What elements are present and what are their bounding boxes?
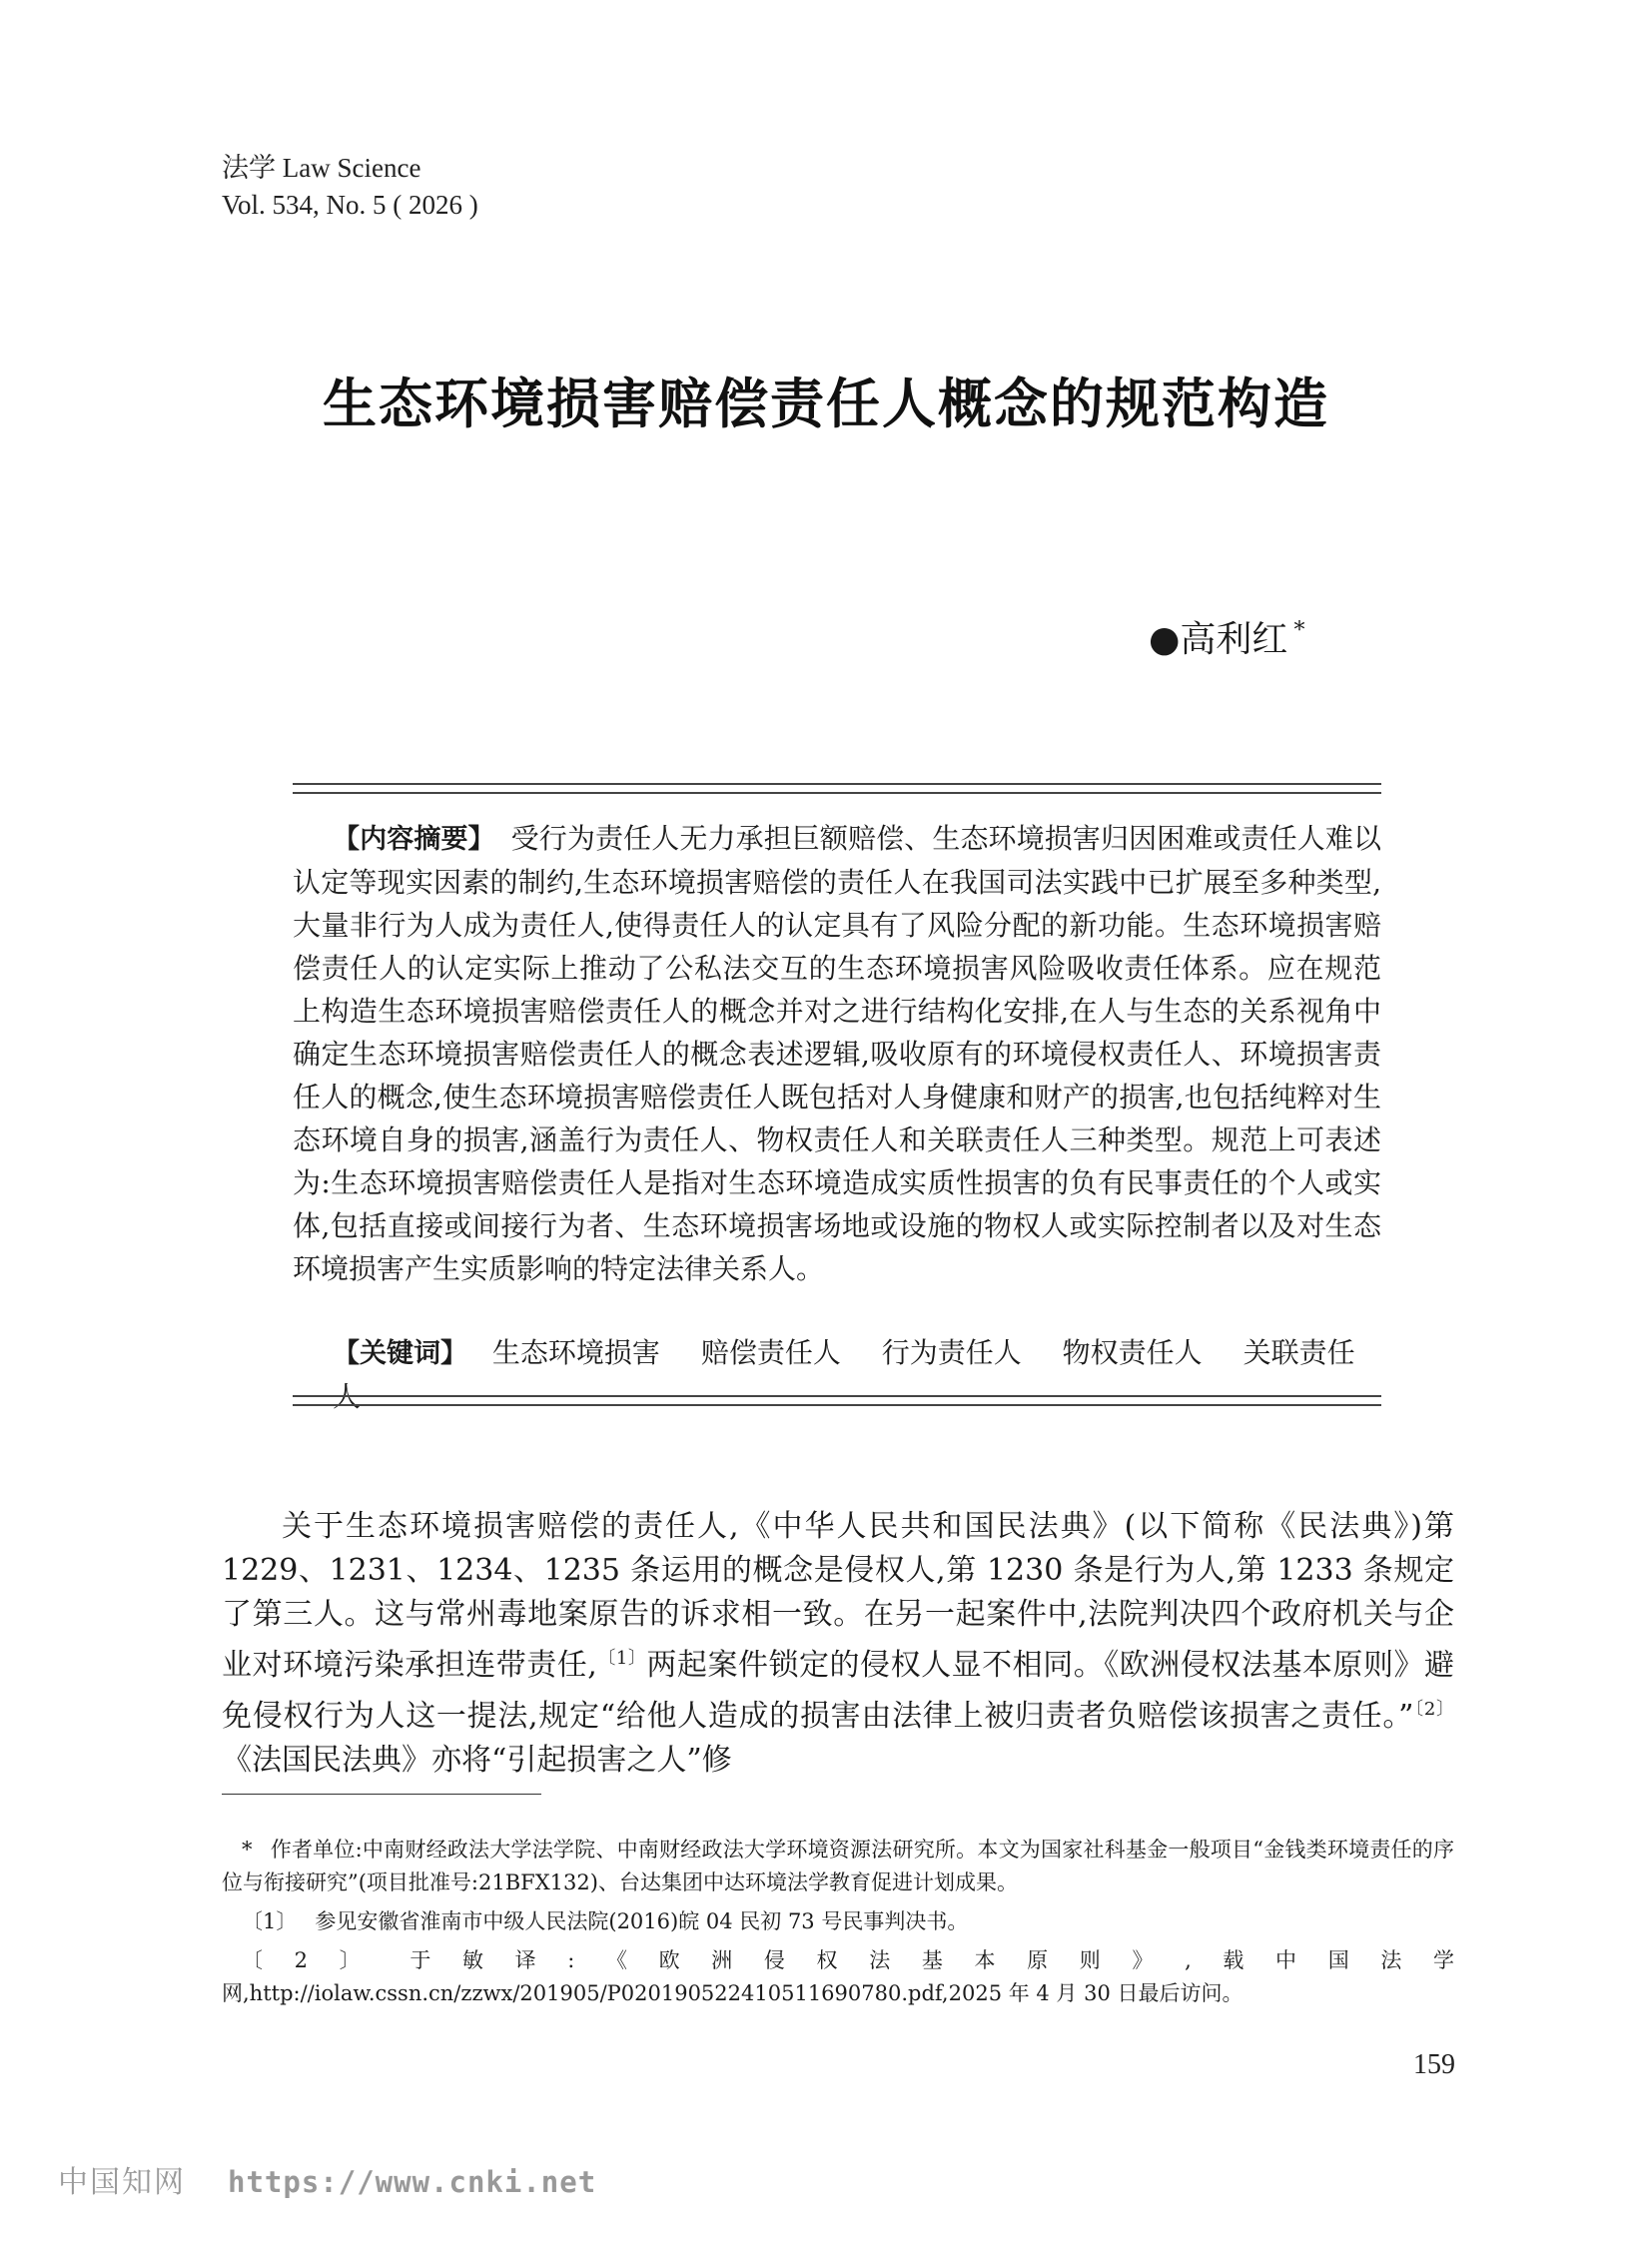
watermark [58, 2157, 596, 2201]
footnote-ref[interactable]: 〔1〕 [596, 1648, 647, 1669]
footnote-ref[interactable]: 〔2〕 [1413, 1699, 1454, 1720]
bullet-icon: ● [1149, 619, 1181, 660]
body-paragraph [222, 1505, 1454, 1783]
footnote-text: 作者单位:中南财经政法大学法学院、中南财经政法大学环境资源法研究所。本文为国家社科基金一般项目“金钱类环境责任的序位与衔接研究”(项目批准号:21BFX132)、台达集团中达环境法学教育促进计划成果。 [222, 1838, 1454, 1894]
footnote-mark: 〔2〕 [242, 1948, 393, 1972]
footnote [222, 1834, 1454, 1899]
journal-header [222, 150, 478, 224]
author-name: 高利红 [1180, 619, 1288, 660]
abstract-top-rule [293, 783, 1381, 794]
issue-info: Vol. 534, No. 5 ( 2026 ) [222, 190, 478, 220]
abstract-bottom-rule [293, 1395, 1381, 1406]
body-text-part: 两起案件锁定的侵权人显不相同。《欧洲侵权法基本原则》避免侵权行为人这一提法,规定“给他人造成的损害由法律上被归责者负赔偿该损害之责任。” [222, 1648, 1455, 1734]
footnotes [222, 1834, 1454, 2016]
footnote [222, 1905, 1454, 1938]
footnote-mark: 〔1〕 [242, 1909, 298, 1933]
author-footnote-mark: * [1293, 618, 1305, 643]
watermark-name: 中国知网 [58, 2165, 186, 2200]
keyword: 赔偿责任人 [700, 1336, 841, 1369]
footnote-divider [222, 1794, 541, 1795]
journal-name: 法学 Law Science [222, 153, 421, 183]
footnote-text: 参见安徽省淮南市中级人民法院(2016)皖 04 民初 73 号民事判决书。 [315, 1909, 969, 1933]
keyword: 关联责任人 [333, 1336, 1355, 1413]
abstract-text: 受行为责任人无力承担巨额赔偿、生态环境损害归因困难或责任人难以认定等现实因素的制约,生态环境损害赔偿的责任人在我国司法实践中已扩展至多种类型,大量非行为人成为责任人,使得责任人的认定具有了风险分配的新功能。生态环境损害赔偿责任人的认定实际上推动了公私法交互的生态环境损害风险吸收责任体系。应在规范上构造生态环境损害赔偿责任人的概念并对之进行结构化安排,在人与生态的关系视角中确定生态环境损害赔偿责任人的概念表述逻辑,吸收原有的环境侵权责任人、环境损害责任人的概念,使生态环境损害赔偿责任人既包括对人身健康和财产的损害,也包括纯粹对生态环境自身的损害,涵盖行为责任人、物权责任人和关联责任人三种类型。规范上可表述为:生态环境损害赔偿责任人是指对生态环境造成实质性损害的负有民事责任的个人或实体,包括直接或间接行为者、生态环境损害场地或设施的物权人或实际控制者以及对生态环境损害产生实质影响的特定法律关系人。 [293, 822, 1381, 1285]
footnote [222, 1944, 1454, 2010]
footnote-text: 于敏译:《欧洲侵权法基本原则》,载中国法学网,http://iolaw.cssn.cn/zzwx/201905/P020190522410511690780.pdf,2025 年 4 月 30 日最后访问。 [222, 1948, 1454, 2005]
watermark-url[interactable]: https://www.cnki.net [228, 2165, 597, 2199]
keyword: 生态环境损害 [491, 1336, 660, 1369]
author-line [1149, 611, 1304, 662]
article-title: 生态环境损害赔偿责任人概念的规范构造 [323, 372, 1329, 435]
abstract [293, 817, 1381, 1290]
keyword: 物权责任人 [1062, 1336, 1203, 1369]
body-text-part: 关于生态环境损害赔偿的责任人,《中华人民共和国民法典》(以下简称《民法典》)第 1229、1231、1234、1235 条运用的概念是侵权人,第 1230 条是行为人,第 1233 条规定了第三人。这与常州毒地案原告的诉求相一致。在另一起案件中,法院判决四个政府机关与企业对环境污染承担连带责任, [222, 1509, 1454, 1683]
footnote-mark: * [242, 1838, 253, 1862]
body-text-part: 《法国民法典》亦将“引起损害之人”修 [222, 1743, 732, 1778]
page-number: 159 [1413, 2049, 1455, 2080]
keyword: 行为责任人 [881, 1336, 1022, 1369]
keywords-label: 【关键词】 [333, 1338, 467, 1369]
abstract-label: 【内容摘要】 [333, 824, 495, 855]
